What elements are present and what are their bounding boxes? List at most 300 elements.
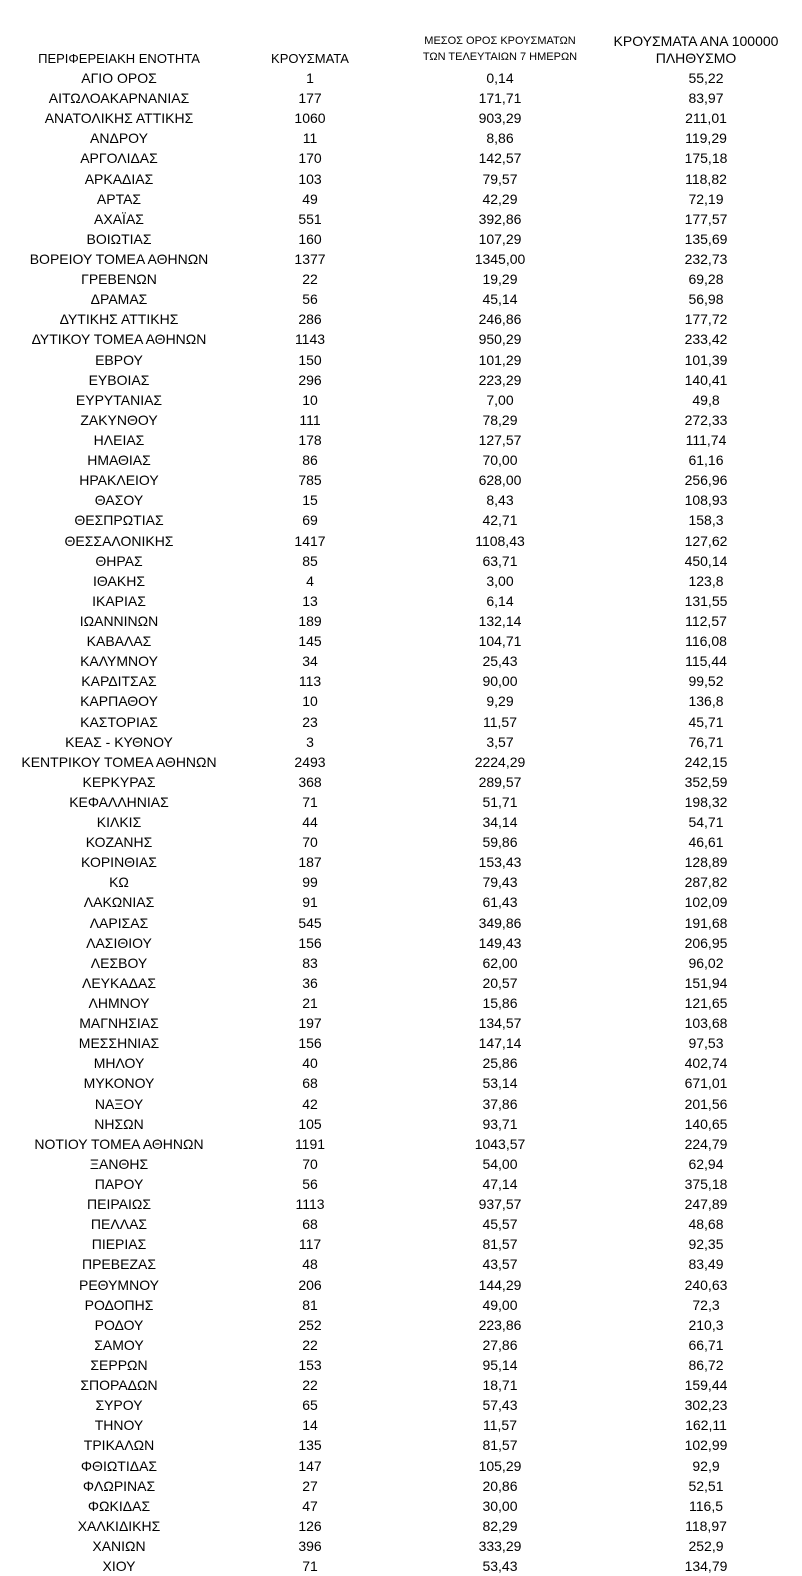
header-per100k-line1: ΚΡΟΥΣΜΑΤΑ ΑΝΑ 100000 bbox=[613, 33, 779, 49]
table-row bbox=[0, 551, 792, 571]
header-avg-line2: ΤΩΝ ΤΕΛΕΥΤΑΙΩΝ 7 ΗΜΕΡΩΝ bbox=[422, 51, 578, 63]
region-cell: ΚΕΦΑΛΛΗΝΙΑΣ bbox=[69, 793, 169, 810]
per-100k-cell: 272,33 bbox=[684, 411, 728, 428]
per-100k-cell: 177,72 bbox=[684, 311, 728, 328]
avg-7day-cell: 3,57 bbox=[486, 733, 514, 750]
avg-7day-cell: 81,57 bbox=[482, 1437, 518, 1454]
table-row bbox=[0, 1435, 792, 1455]
avg-7day-cell: 134,57 bbox=[478, 1015, 522, 1032]
region-cell: ΛΑΡΙΣΑΣ bbox=[89, 914, 149, 931]
region-cell: ΛΑΣΙΘΙΟΥ bbox=[86, 934, 152, 951]
cases-cell: 68 bbox=[302, 1216, 318, 1233]
cases-cell: 150 bbox=[298, 351, 322, 368]
table-row bbox=[0, 1154, 792, 1174]
region-cell: ΔΥΤΙΚΟΥ ΤΟΜΕΑ ΑΘΗΝΩΝ bbox=[31, 331, 207, 348]
region-cell: ΝΑΞΟΥ bbox=[94, 1095, 144, 1112]
per-100k-cell: 102,09 bbox=[684, 894, 728, 911]
region-cell: ΙΘΑΚΗΣ bbox=[93, 572, 145, 589]
cases-cell: 10 bbox=[302, 693, 318, 710]
per-100k-cell: 92,35 bbox=[688, 1236, 724, 1253]
cases-cell: 147 bbox=[298, 1457, 322, 1474]
per-100k-cell: 55,22 bbox=[688, 70, 724, 86]
avg-7day-cell: 20,86 bbox=[482, 1477, 518, 1494]
avg-7day-cell: 59,86 bbox=[482, 834, 518, 851]
cases-cell: 170 bbox=[298, 150, 322, 167]
cases-cell: 1113 bbox=[295, 1196, 325, 1213]
avg-7day-cell: 223,29 bbox=[478, 371, 522, 388]
cases-cell: 22 bbox=[302, 271, 318, 288]
cases-cell: 178 bbox=[298, 431, 322, 448]
region-cell: ΡΟΔΟΠΗΣ bbox=[84, 1296, 154, 1313]
region-cell: ΑΡΓΟΛΙΔΑΣ bbox=[80, 150, 158, 167]
table-row bbox=[0, 933, 792, 953]
table-body bbox=[0, 68, 792, 1576]
cases-cell: 13 bbox=[302, 592, 318, 609]
region-cell: ΚΑΒΑΛΑΣ bbox=[86, 633, 152, 650]
table-row bbox=[0, 108, 792, 128]
region-cell: ΛΑΚΩΝΙΑΣ bbox=[83, 894, 155, 911]
avg-7day-cell: 53,14 bbox=[482, 1075, 518, 1092]
region-cell: ΘΑΣΟΥ bbox=[94, 492, 144, 509]
table-row bbox=[0, 832, 792, 852]
region-cell: ΧΙΟΥ bbox=[102, 1558, 136, 1575]
per-100k-cell: 206,95 bbox=[684, 934, 728, 951]
table-row bbox=[0, 953, 792, 973]
table-row bbox=[0, 148, 792, 168]
per-100k-cell: 112,57 bbox=[685, 612, 727, 629]
per-100k-cell: 49,8 bbox=[692, 391, 720, 408]
per-100k-cell: 224,79 bbox=[684, 1135, 728, 1152]
per-100k-cell: 108,93 bbox=[684, 492, 728, 509]
cases-cell: 10 bbox=[302, 391, 318, 408]
avg-7day-cell: 147,14 bbox=[478, 1035, 522, 1052]
avg-7day-cell: 79,57 bbox=[482, 170, 518, 187]
region-cell: ΜΗΛΟΥ bbox=[93, 1055, 145, 1072]
cases-cell: 47 bbox=[302, 1497, 318, 1514]
per-100k-cell: 201,56 bbox=[684, 1095, 728, 1112]
cases-cell: 14 bbox=[302, 1417, 318, 1434]
header-cases: ΚΡΟΥΣΜΑΤΑ bbox=[271, 51, 349, 66]
region-cell: ΑΧΑΪΑΣ bbox=[94, 210, 144, 227]
table-row bbox=[0, 571, 792, 591]
region-cell: ΙΚΑΡΙΑΣ bbox=[92, 592, 146, 609]
region-cell: ΦΘΙΩΤΙΔΑΣ bbox=[80, 1457, 158, 1474]
avg-7day-cell: 62,00 bbox=[482, 954, 518, 971]
cases-cell: 545 bbox=[298, 914, 322, 931]
avg-7day-cell: 6,14 bbox=[486, 592, 514, 609]
table-row bbox=[0, 189, 792, 209]
region-cell: ΚΟΖΑΝΗΣ bbox=[85, 834, 153, 851]
region-cell: ΚΙΛΚΙΣ bbox=[96, 814, 142, 831]
per-100k-cell: 61,16 bbox=[688, 452, 724, 469]
cases-cell: 286 bbox=[298, 311, 322, 328]
cases-cell: 49 bbox=[302, 190, 318, 207]
avg-7day-cell: 37,86 bbox=[482, 1095, 518, 1112]
cases-cell: 23 bbox=[302, 713, 318, 730]
region-cell: ΚΟΡΙΝΘΙΑΣ bbox=[81, 854, 157, 871]
region-cell: ΣΑΜΟΥ bbox=[94, 1336, 144, 1353]
region-cell: ΝΗΣΩΝ bbox=[94, 1115, 144, 1132]
per-100k-cell: 211,01 bbox=[685, 110, 727, 127]
per-100k-cell: 115,44 bbox=[685, 653, 727, 670]
per-100k-cell: 162,11 bbox=[685, 1417, 727, 1434]
per-100k-cell: 135,69 bbox=[684, 230, 728, 247]
table-row bbox=[0, 772, 792, 792]
per-100k-cell: 103,68 bbox=[684, 1015, 728, 1032]
per-100k-cell: 140,65 bbox=[684, 1115, 728, 1132]
region-cell: ΛΕΥΚΑΔΑΣ bbox=[81, 974, 157, 991]
region-cell: ΡΟΔΟΥ bbox=[94, 1316, 144, 1333]
avg-7day-cell: 57,43 bbox=[482, 1397, 518, 1414]
table-row bbox=[0, 812, 792, 832]
per-100k-cell: 256,96 bbox=[684, 472, 728, 489]
per-100k-cell: 56,98 bbox=[688, 291, 724, 308]
table-row bbox=[0, 1214, 792, 1234]
table-row bbox=[0, 872, 792, 892]
per-100k-cell: 450,14 bbox=[684, 552, 728, 569]
table-row bbox=[0, 611, 792, 631]
table-row bbox=[0, 289, 792, 309]
per-100k-cell: 252,9 bbox=[688, 1537, 724, 1554]
cases-cell: 1 bbox=[306, 70, 314, 86]
cases-cell: 65 bbox=[302, 1397, 318, 1414]
per-100k-cell: 96,02 bbox=[688, 954, 724, 971]
avg-7day-cell: 25,86 bbox=[482, 1055, 518, 1072]
table-row bbox=[0, 169, 792, 189]
region-cell: ΦΩΚΙΔΑΣ bbox=[87, 1497, 151, 1514]
table-row bbox=[0, 1315, 792, 1335]
table-row bbox=[0, 691, 792, 711]
per-100k-cell: 72,3 bbox=[692, 1296, 720, 1313]
table-row bbox=[0, 712, 792, 732]
avg-7day-cell: 95,14 bbox=[482, 1357, 518, 1373]
avg-7day-cell: 903,29 bbox=[478, 110, 522, 127]
cases-cell: 85 bbox=[302, 552, 318, 569]
cases-cell: 1417 bbox=[294, 532, 326, 549]
avg-7day-cell: 105,29 bbox=[478, 1457, 522, 1474]
table-row bbox=[0, 1375, 792, 1395]
avg-7day-cell: 153,43 bbox=[478, 854, 522, 871]
table-row bbox=[0, 1033, 792, 1053]
region-cell: ΞΑΝΘΗΣ bbox=[89, 1155, 149, 1172]
table-row bbox=[0, 591, 792, 611]
avg-7day-cell: 49,00 bbox=[482, 1296, 518, 1313]
per-100k-cell: 402,74 bbox=[684, 1055, 728, 1072]
per-100k-cell: 232,73 bbox=[684, 250, 728, 267]
cases-cell: 48 bbox=[302, 1256, 318, 1273]
table-row bbox=[0, 1516, 792, 1536]
cases-cell: 42 bbox=[302, 1095, 318, 1112]
table-row bbox=[0, 1134, 792, 1154]
table-row bbox=[0, 1395, 792, 1415]
table-row bbox=[0, 88, 792, 108]
avg-7day-cell: 2224,29 bbox=[474, 753, 526, 770]
avg-7day-cell: 132,14 bbox=[478, 612, 522, 629]
per-100k-cell: 52,51 bbox=[688, 1477, 724, 1494]
avg-7day-cell: 104,71 bbox=[478, 633, 522, 650]
cases-cell: 1191 bbox=[294, 1135, 326, 1152]
table-row bbox=[0, 993, 792, 1013]
avg-7day-cell: 34,14 bbox=[482, 814, 518, 831]
cases-cell: 21 bbox=[302, 995, 318, 1012]
region-cell: ΓΡΕΒΕΝΩΝ bbox=[81, 271, 157, 288]
cases-cell: 44 bbox=[302, 814, 318, 831]
region-cell: ΔΥΤΙΚΗΣ ΑΤΤΙΚΗΣ bbox=[59, 311, 179, 328]
avg-7day-cell: 42,71 bbox=[482, 512, 518, 529]
per-100k-cell: 76,71 bbox=[688, 733, 724, 750]
per-100k-cell: 191,68 bbox=[684, 914, 728, 931]
region-cell: ΑΡΤΑΣ bbox=[96, 190, 142, 207]
per-100k-cell: 159,44 bbox=[684, 1377, 728, 1394]
cases-cell: 2493 bbox=[294, 753, 326, 770]
per-100k-cell: 375,18 bbox=[684, 1176, 728, 1193]
table-row bbox=[0, 1335, 792, 1355]
region-cell: ΑΙΤΩΛΟΑΚΑΡΝΑΝΙΑΣ bbox=[48, 90, 190, 107]
table-row bbox=[0, 1496, 792, 1516]
table-row bbox=[0, 1275, 792, 1295]
per-100k-cell: 131,55 bbox=[684, 592, 728, 609]
region-cell: ΘΗΡΑΣ bbox=[95, 552, 143, 569]
table-row bbox=[0, 1234, 792, 1254]
cases-cell: 69 bbox=[302, 512, 318, 529]
region-cell: ΦΛΩΡΙΝΑΣ bbox=[82, 1477, 156, 1494]
table-row bbox=[0, 651, 792, 671]
avg-7day-cell: 45,57 bbox=[482, 1216, 518, 1233]
cases-cell: 126 bbox=[298, 1517, 322, 1534]
avg-7day-cell: 42,29 bbox=[482, 190, 518, 207]
avg-7day-cell: 45,14 bbox=[482, 291, 518, 308]
cases-cell: 56 bbox=[302, 1176, 318, 1193]
per-100k-cell: 158,3 bbox=[688, 512, 724, 529]
region-cell: ΝΟΤΙΟΥ ΤΟΜΕΑ ΑΘΗΝΩΝ bbox=[34, 1135, 204, 1152]
table-row bbox=[0, 430, 792, 450]
avg-7day-cell: 82,29 bbox=[482, 1517, 518, 1534]
region-cell: ΚΑΛΥΜΝΟΥ bbox=[80, 653, 158, 670]
region-cell: ΚΕΝΤΡΙΚΟΥ ΤΟΜΕΑ ΑΘΗΝΩΝ bbox=[21, 753, 217, 770]
cases-cell: 156 bbox=[298, 1035, 322, 1052]
avg-7day-cell: 1108,43 bbox=[475, 532, 525, 549]
region-cell: ΖΑΚΥΝΘΟΥ bbox=[80, 411, 158, 428]
table-row bbox=[0, 1415, 792, 1435]
cases-cell: 197 bbox=[298, 1015, 322, 1032]
region-cell: ΑΝΔΡΟΥ bbox=[90, 130, 148, 147]
cases-cell: 99 bbox=[302, 874, 318, 891]
cases-cell: 368 bbox=[298, 773, 322, 790]
per-100k-cell: 101,39 bbox=[684, 351, 728, 368]
region-cell: ΗΛΕΙΑΣ bbox=[93, 431, 145, 448]
cases-cell: 15 bbox=[302, 492, 318, 509]
per-100k-cell: 48,68 bbox=[688, 1216, 724, 1233]
region-cell: ΑΓΙΟ ΟΡΟΣ bbox=[81, 70, 157, 86]
avg-7day-cell: 142,57 bbox=[478, 150, 522, 167]
header-region: ΠΕΡΙΦΕΡΕΙΑΚΗ ΕΝΟΤΗΤΑ bbox=[38, 51, 200, 66]
cases-cell: 22 bbox=[302, 1377, 318, 1394]
table-row bbox=[0, 892, 792, 912]
header-avg-line1: ΜΕΣΟΣ ΟΡΟΣ ΚΡΟΥΣΜΑΤΩΝ bbox=[424, 35, 576, 47]
cases-cell: 71 bbox=[302, 1558, 318, 1575]
per-100k-cell: 62,94 bbox=[688, 1155, 724, 1172]
table-row bbox=[0, 510, 792, 530]
per-100k-cell: 72,19 bbox=[688, 190, 724, 207]
per-100k-cell: 116,08 bbox=[685, 633, 727, 650]
avg-7day-cell: 289,57 bbox=[478, 773, 522, 790]
region-cell: ΛΕΣΒΟΥ bbox=[90, 954, 148, 971]
cases-cell: 86 bbox=[302, 452, 318, 469]
table-row bbox=[0, 450, 792, 470]
cases-cell: 11 bbox=[302, 130, 318, 147]
per-100k-cell: 671,01 bbox=[684, 1075, 728, 1092]
per-100k-cell: 151,94 bbox=[684, 974, 728, 991]
per-100k-cell: 210,3 bbox=[688, 1316, 724, 1333]
region-cell: ΗΜΑΘΙΑΣ bbox=[87, 452, 151, 469]
per-100k-cell: 118,97 bbox=[685, 1517, 727, 1534]
avg-7day-cell: 70,00 bbox=[482, 452, 518, 469]
per-100k-cell: 247,89 bbox=[684, 1196, 728, 1213]
region-cell: ΘΕΣΣΑΛΟΝΙΚΗΣ bbox=[64, 532, 174, 549]
table-row bbox=[0, 1295, 792, 1315]
region-cell: ΑΝΑΤΟΛΙΚΗΣ ΑΤΤΙΚΗΣ bbox=[44, 110, 194, 127]
region-cell: ΠΡΕΒΕΖΑΣ bbox=[81, 1256, 156, 1273]
region-cell: ΧΑΛΚΙΔΙΚΗΣ bbox=[77, 1517, 161, 1534]
cases-cell: 206 bbox=[298, 1276, 322, 1293]
cases-cell: 111 bbox=[299, 411, 321, 428]
per-100k-cell: 175,18 bbox=[684, 150, 728, 167]
avg-7day-cell: 950,29 bbox=[478, 331, 522, 348]
per-100k-cell: 287,82 bbox=[684, 874, 728, 891]
per-100k-cell: 92,9 bbox=[692, 1457, 720, 1474]
region-cell: ΔΡΑΜΑΣ bbox=[90, 291, 148, 308]
table-row bbox=[0, 1053, 792, 1073]
cases-cell: 1060 bbox=[294, 110, 326, 127]
avg-7day-cell: 54,00 bbox=[482, 1155, 518, 1172]
per-100k-cell: 116,5 bbox=[689, 1497, 723, 1514]
table-row bbox=[0, 329, 792, 349]
cases-cell: 105 bbox=[298, 1115, 322, 1132]
region-cell: ΑΡΚΑΔΙΑΣ bbox=[84, 170, 154, 187]
region-cell: ΜΥΚΟΝΟΥ bbox=[83, 1075, 155, 1092]
avg-7day-cell: 27,86 bbox=[482, 1336, 518, 1353]
table-row bbox=[0, 128, 792, 148]
per-100k-cell: 86,72 bbox=[688, 1357, 724, 1373]
cases-cell: 396 bbox=[298, 1537, 322, 1554]
table-row bbox=[0, 732, 792, 752]
cases-cell: 4 bbox=[306, 572, 314, 589]
avg-7day-cell: 53,43 bbox=[482, 1558, 518, 1575]
cases-cell: 103 bbox=[298, 170, 322, 187]
table-row bbox=[0, 1073, 792, 1093]
region-cell: ΙΩΑΝΝΙΝΩΝ bbox=[79, 612, 159, 629]
region-cell: ΕΥΒΟΙΑΣ bbox=[88, 371, 150, 388]
cases-cell: 177 bbox=[298, 90, 322, 107]
per-100k-cell: 134,79 bbox=[684, 1558, 728, 1575]
region-cell: ΠΕΙΡΑΙΩΣ bbox=[87, 1196, 151, 1213]
avg-7day-cell: 81,57 bbox=[482, 1236, 518, 1253]
per-100k-cell: 242,15 bbox=[684, 753, 728, 770]
avg-7day-cell: 8,43 bbox=[486, 492, 514, 509]
region-cell: ΠΙΕΡΙΑΣ bbox=[91, 1236, 147, 1253]
cases-cell: 785 bbox=[298, 472, 322, 489]
cases-cell: 40 bbox=[302, 1055, 318, 1072]
avg-7day-cell: 127,57 bbox=[478, 431, 522, 448]
avg-7day-cell: 392,86 bbox=[478, 210, 522, 227]
per-100k-cell: 240,63 bbox=[684, 1276, 728, 1293]
avg-7day-cell: 15,86 bbox=[482, 995, 518, 1012]
avg-7day-cell: 93,71 bbox=[482, 1115, 518, 1132]
per-100k-cell: 127,62 bbox=[684, 532, 728, 549]
region-cell: ΣΕΡΡΩΝ bbox=[90, 1357, 148, 1373]
cases-cell: 81 bbox=[302, 1296, 318, 1313]
per-100k-cell: 45,71 bbox=[688, 713, 724, 730]
cases-cell: 22 bbox=[302, 1336, 318, 1353]
avg-7day-cell: 0,14 bbox=[486, 70, 514, 86]
avg-7day-cell: 149,43 bbox=[478, 934, 522, 951]
avg-7day-cell: 8,86 bbox=[486, 130, 514, 147]
avg-7day-cell: 25,43 bbox=[482, 653, 518, 670]
per-100k-cell: 83,49 bbox=[688, 1256, 724, 1273]
cases-cell: 160 bbox=[298, 230, 322, 247]
region-cell: ΒΟΡΕΙΟΥ ΤΟΜΕΑ ΑΘΗΝΩΝ bbox=[29, 250, 209, 267]
per-100k-cell: 140,41 bbox=[684, 371, 728, 388]
table-row bbox=[0, 671, 792, 691]
cases-cell: 145 bbox=[298, 633, 322, 650]
avg-7day-cell: 20,57 bbox=[482, 974, 518, 991]
cases-cell: 156 bbox=[298, 934, 322, 951]
region-cell: ΜΑΓΝΗΣΙΑΣ bbox=[79, 1015, 159, 1032]
cases-cell: 91 bbox=[302, 894, 318, 911]
region-cell: ΤΗΝΟΥ bbox=[94, 1417, 144, 1434]
avg-7day-cell: 11,57 bbox=[483, 713, 517, 730]
avg-7day-cell: 223,86 bbox=[478, 1316, 522, 1333]
table-row bbox=[0, 1456, 792, 1476]
cases-cell: 70 bbox=[302, 834, 318, 851]
header-per100k-line2: ΠΛΗΘΥΣΜΟ bbox=[655, 50, 737, 66]
cases-cell: 83 bbox=[302, 954, 318, 971]
table-row bbox=[0, 350, 792, 370]
per-100k-cell: 177,57 bbox=[684, 210, 728, 227]
per-100k-cell: 99,52 bbox=[688, 673, 724, 690]
cases-cell: 68 bbox=[302, 1075, 318, 1092]
avg-7day-cell: 171,71 bbox=[478, 90, 522, 107]
cases-cell: 296 bbox=[298, 371, 322, 388]
avg-7day-cell: 47,14 bbox=[482, 1176, 518, 1193]
table-row bbox=[0, 531, 792, 551]
cases-cell: 56 bbox=[302, 291, 318, 308]
avg-7day-cell: 349,86 bbox=[478, 914, 522, 931]
per-100k-cell: 128,89 bbox=[684, 854, 728, 871]
cases-cell: 71 bbox=[302, 793, 318, 810]
cases-cell: 36 bbox=[302, 974, 318, 991]
region-cell: ΕΒΡΟΥ bbox=[95, 351, 143, 368]
avg-7day-cell: 78,29 bbox=[482, 411, 518, 428]
per-100k-cell: 83,97 bbox=[688, 90, 724, 107]
region-cell: ΚΑΡΠΑΘΟΥ bbox=[80, 693, 158, 710]
table-row bbox=[0, 269, 792, 289]
avg-7day-cell: 7,00 bbox=[486, 391, 514, 408]
region-cell: ΠΑΡΟΥ bbox=[94, 1176, 144, 1193]
per-100k-cell: 233,42 bbox=[684, 331, 728, 348]
table-row bbox=[0, 370, 792, 390]
table-row bbox=[0, 1355, 792, 1375]
region-cell: ΘΕΣΠΡΩΤΙΑΣ bbox=[74, 512, 164, 529]
per-100k-cell: 46,61 bbox=[688, 834, 724, 851]
cases-cell: 113 bbox=[298, 673, 322, 690]
per-100k-cell: 54,71 bbox=[688, 814, 724, 831]
per-100k-cell: 119,29 bbox=[685, 130, 727, 147]
table-row bbox=[0, 209, 792, 229]
region-cell: ΒΟΙΩΤΙΑΣ bbox=[86, 230, 152, 247]
avg-7day-cell: 937,57 bbox=[478, 1196, 522, 1213]
region-cell: ΡΕΘΥΜΝΟΥ bbox=[78, 1276, 159, 1293]
